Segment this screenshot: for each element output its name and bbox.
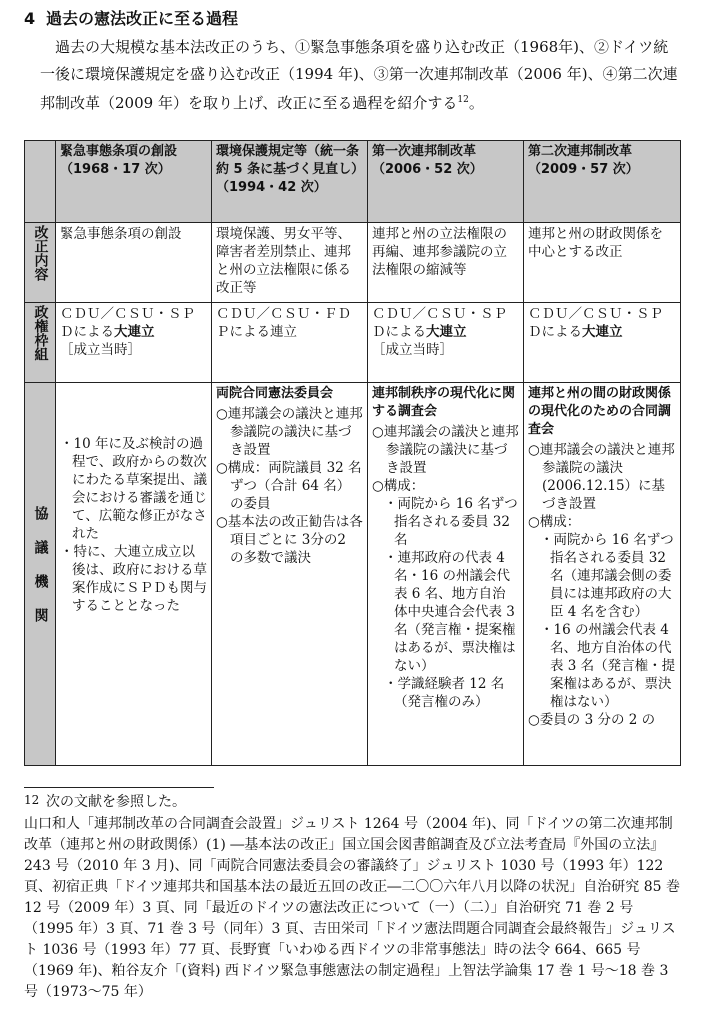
section-heading — [24, 6, 238, 29]
cell-content-3: 連邦と州の立法権限の再編、連邦参議院の立法権限の縮減等 — [368, 223, 524, 303]
cell-content-2: 環境保護、男女平等、障害者差別禁止、連邦と州の立法権限に係る改正等 — [212, 223, 368, 303]
cell-council-3: 連邦制秩序の現代化に関する調査会 ○連邦議会の議決と連邦参議院の議決に基づき設置 ○構成： ・両院から 16 名ずつ指名される委員 32 名 ・連邦政府の代表 4 名・16 の州議会代表 6 名、地方自治体中央連合会代表 3 名（発言権・提案権はあるが、票決権はない） ・学識経験者 12 名（発言権のみ） — [368, 383, 524, 766]
cell-content-4: 連邦と州の財政関係を中心とする改正 — [524, 223, 681, 303]
column-header-2: 環境保護規定等（統一条約 5 条に基づく見直し） （1994・42 次） — [212, 141, 368, 223]
row-label-council: 協議機関 — [25, 383, 56, 766]
header-row — [25, 141, 681, 223]
table-row-content — [25, 223, 681, 303]
footnote-label: 次の文献を参照した。 — [46, 794, 186, 810]
row-label-content: 改正内容 — [25, 223, 56, 303]
intro-paragraph: 過去の大規模な基本法改正のうち、①緊急事態条項を盛り込む改正（1968年)、②ドイツ統一後に環境保護規定を盛り込む改正（1994 年)、③第一次連邦制改革（2006 年)、④第二次連邦制改革（2009 年）を取り上げ、改正に至る過程を紹介する$^{12}$。 — [40, 38, 678, 112]
footnote-ref[interactable]: 12 — [457, 95, 469, 105]
footnote-number: 12 — [24, 793, 40, 807]
column-header-4: 第二次連邦制改革 （2009・57 次） — [524, 141, 681, 223]
cell-government-1: ＣＤＵ／ＣＳＵ・ＳＰＤによる大連立 ［成立当時］ — [56, 303, 212, 383]
table-row-council — [25, 383, 681, 766]
footnote-divider — [24, 787, 214, 788]
cell-content-1: 緊急事態条項の創設 — [56, 223, 212, 303]
column-header-3: 第一次連邦制改革 （2006・52 次） — [368, 141, 524, 223]
section-title: 過去の憲法改正に至る過程 — [46, 9, 239, 28]
column-header-1: 緊急事態条項の創設 （1968・17 次） — [56, 141, 212, 223]
cell-government-4: ＣＤＵ／ＣＳＵ・ＳＰＤによる大連立 — [524, 303, 681, 383]
row-label-government: 政権枠組 — [25, 303, 56, 383]
table-row-government — [25, 303, 681, 383]
cell-council-2: 両院合同憲法委員会 ○連邦議会の議決と連邦参議院の議決に基づき設置 ○構成：両院議員 32 名ずつ（合計 64 名）の委員 ○基本法の改正勧告は各項目ごとに 3分の2 の多数で議決 — [212, 383, 368, 766]
cell-government-3: ＣＤＵ／ＣＳＵ・ＳＰＤによる大連立 ［成立当時］ — [368, 303, 524, 383]
section-number: 4 — [24, 9, 36, 28]
cell-government-2: ＣＤＵ／ＣＳＵ・ＦＤＰによる連立 — [212, 303, 368, 383]
cell-council-1: ・10 年に及ぶ検討の過程で、政府からの数次にわたる草案提出、議会における審議を通じて、広範な修正がなされた ・特に、大連立成立以後は、政府における草案作成にＳＰＤも関与することとなった — [56, 383, 212, 766]
comparison-table — [24, 140, 681, 766]
intro-text: 過去の大規模な基本法改正のうち、①緊急事態条項を盛り込む改正（1968年)、②ドイツ統一後に環境保護規定を盛り込む改正（1994 年)、③第一次連邦制改革（2006 年)、④第二次連邦制改革（2009 年）を取り上げ、改正に至る過程を紹介する — [40, 38, 678, 112]
footnote-text: 山口和人「連邦制改革の合同調査会設置」ジュリスト 1264 号（2004 年)、同「ドイツの第二次連邦制改革（連邦と州の財政関係）(1) ―基本法の改正」国立国会図書館調査及び立法考査局『外国の立法』243 号（2010 年 3 月)、同「両院合同憲法委員会の審議終了」ジュリスト 1030 号（1993 年）122 頁、初宿正典「ドイツ連邦共和国基本法の最近五回の改正―二〇〇六年八月以降の状況」自治研究 85 巻 12 号（2009 年）3 頁、同「最近のドイツの憲法改正について（一）（二）」自治研究 71 巻 2 号（1995 年）3 頁、71 巻 3 号（同年）3 頁、吉田栄司「ドイツ憲法問題合同調査会最終報告」ジュリスト 1036 号（1993 年）77 頁、長野實「いわゆる西ドイツの非常事態法」時の法令 664、665 号（1969 年)、粕谷友介「(資料) 西ドイツ緊急事態憲法の制定過程」上智法学論集 17 巻 1 号～18 巻 3 号（1973～75 年） — [24, 816, 681, 1000]
cell-council-4: 連邦と州の間の財政関係の現代化のための合同調査会 ○連邦議会の議決と連邦参議院の議決(2006.12.15）に基づき設置 ○構成： ・両院から 16 名ずつ指名される委員 32 名（連邦議会側の委員には連邦政府の大臣 4 名を含む） ・16 の州議会代表 4 名、地方自治体の代表 3 名（発言権・提案権はあるが、票決権はない） ○委員の 3 分の 2 の — [524, 383, 681, 766]
corner-cell — [25, 141, 56, 223]
